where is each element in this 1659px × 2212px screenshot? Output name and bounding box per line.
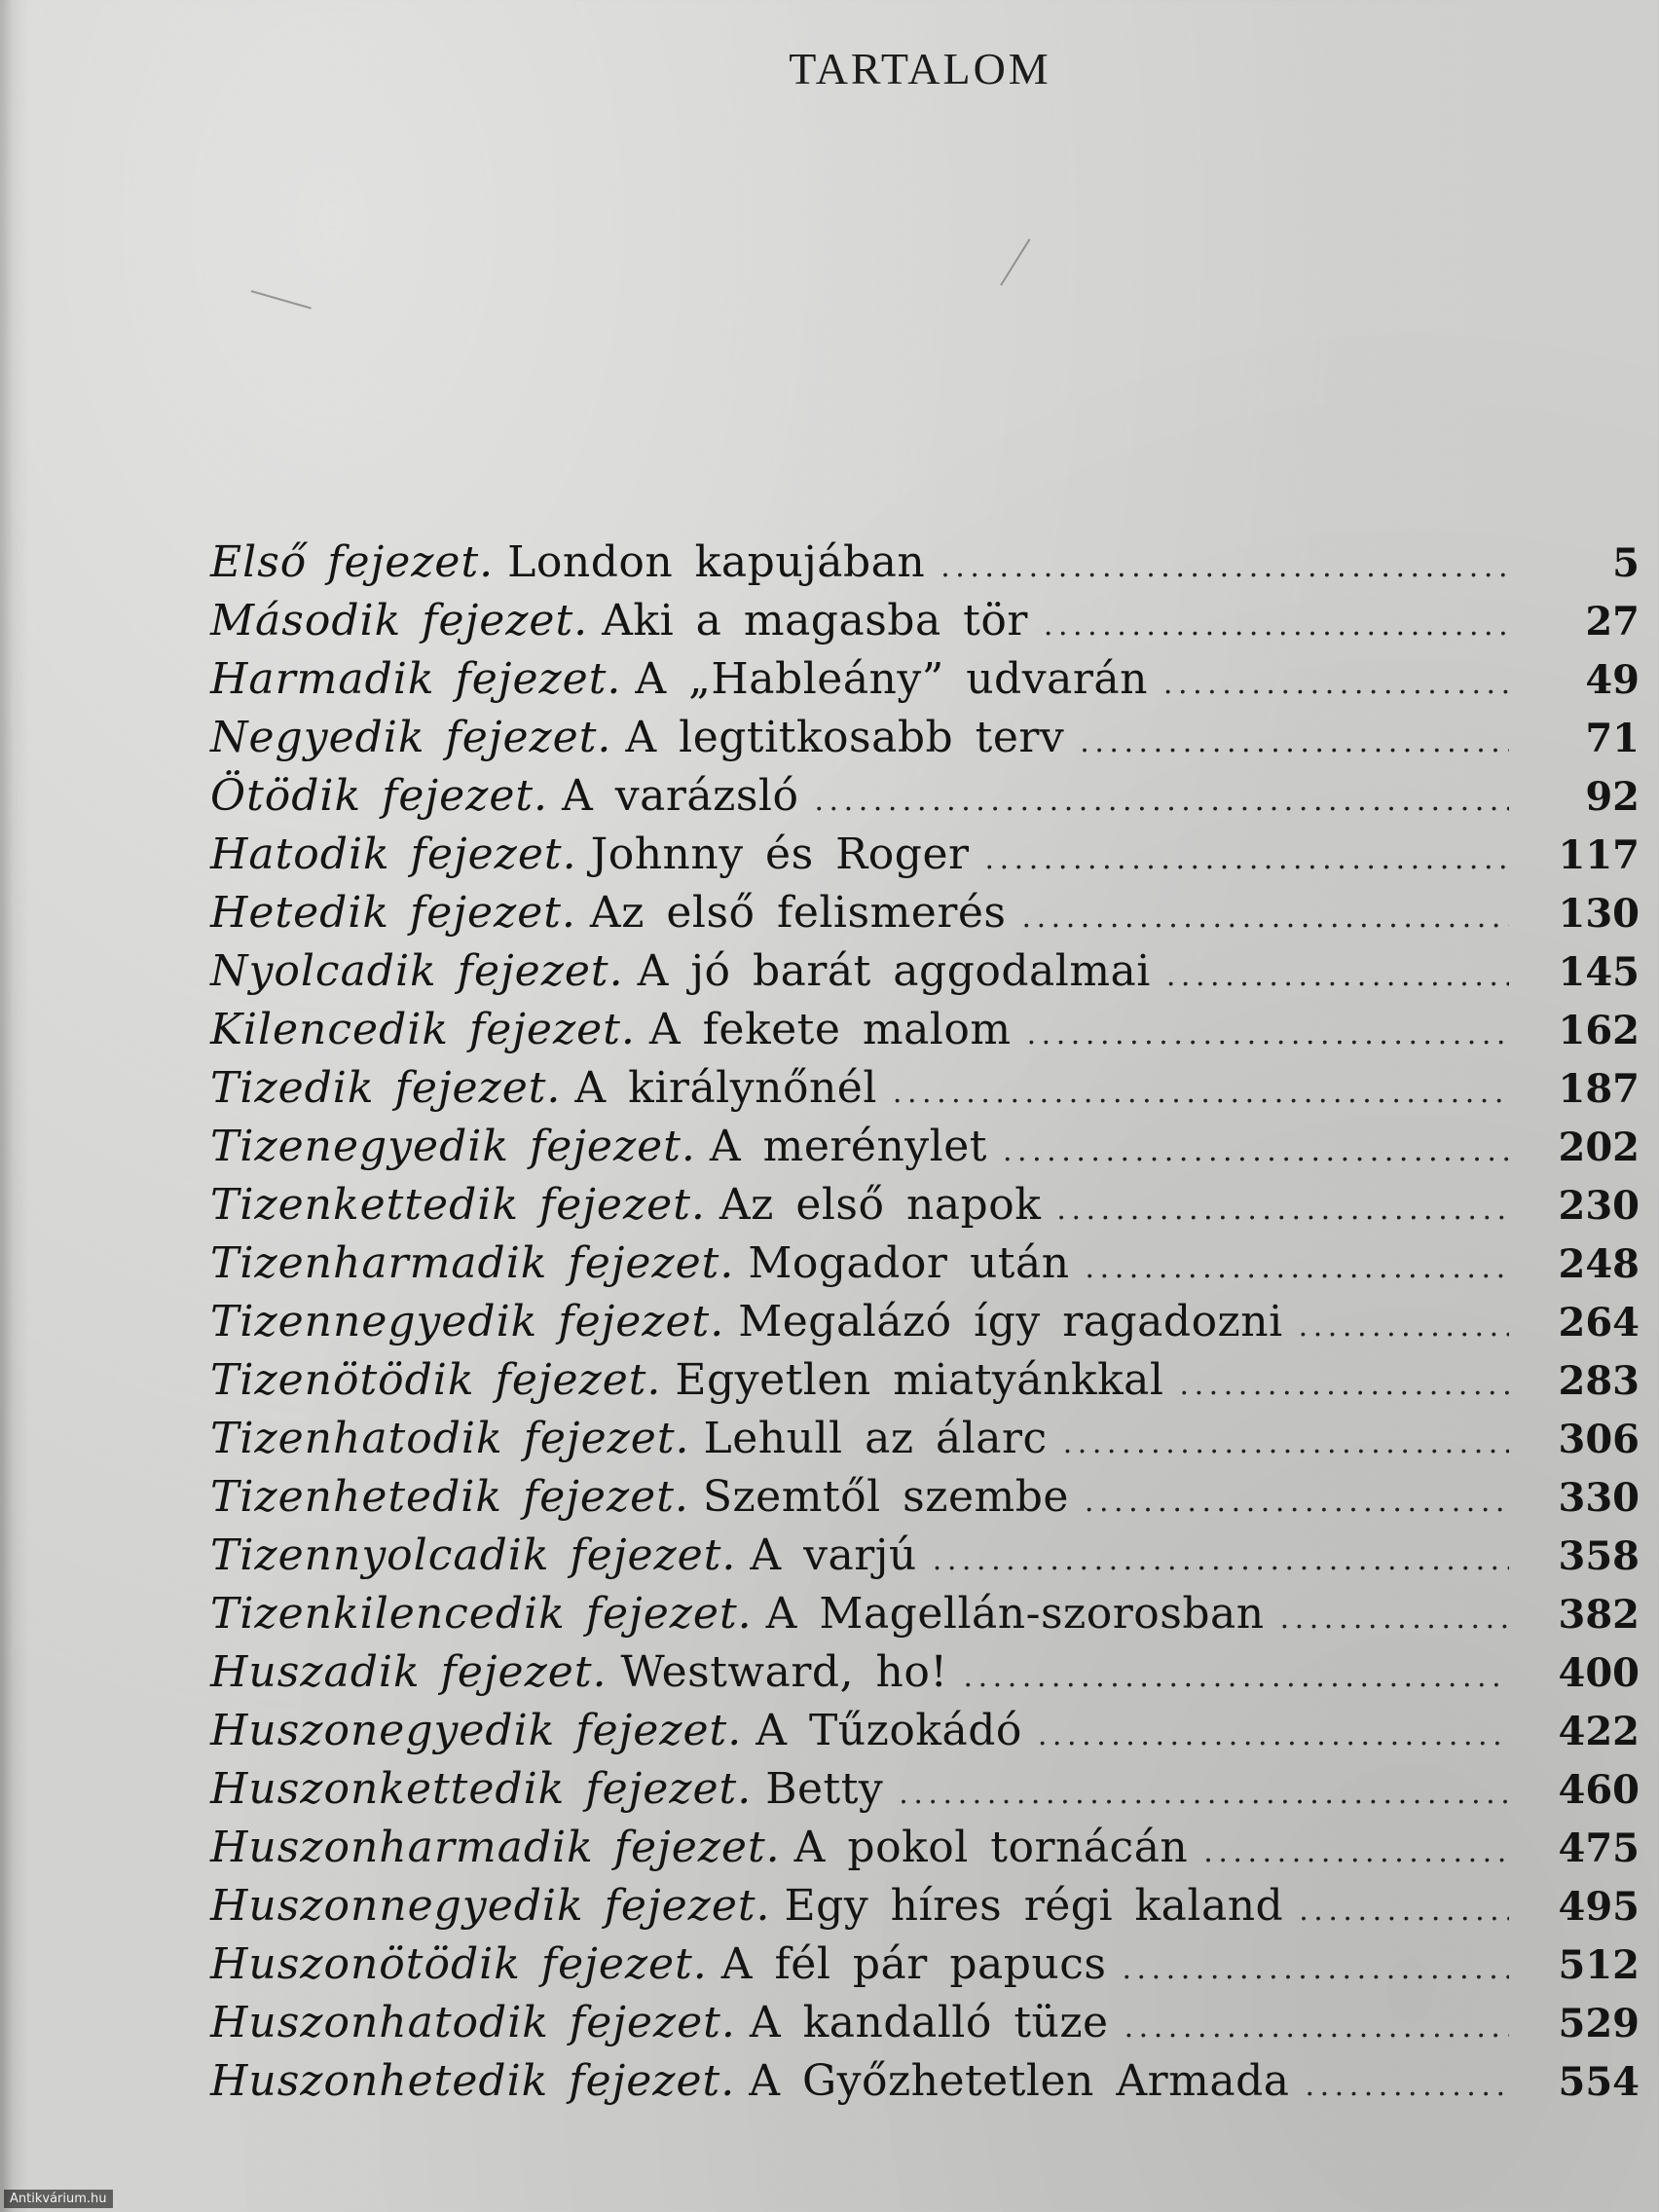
chapter-title: A „Hableány” udvarán [635,654,1148,704]
dot-leader [1180,1356,1510,1415]
toc-entry [210,884,1640,942]
toc-entry [210,1118,1640,1176]
toc-entry [210,650,1640,709]
dot-leader [1124,1999,1509,2057]
page-number: 27 [1585,599,1640,645]
chapter-label: Huszonkettedik fejezet. [210,1764,753,1814]
dot-leader [1044,597,1509,655]
chapter-label: Tizenegyedik fejezet. [210,1122,696,1171]
dot-leader [964,1648,1510,1707]
chapter-title: Johnny és Roger [590,830,970,879]
chapter-title: Lehull az álarc [703,1414,1048,1463]
page-number: 187 [1558,1066,1640,1112]
toc-entry [210,534,1640,592]
dot-leader [814,772,1509,830]
chapter-title: A jó barát aggodalmai [637,946,1151,996]
dot-leader [1203,1824,1509,1882]
toc-entry [210,1877,1640,1936]
chapter-title: Betty [765,1764,884,1814]
chapter-label: Huszonötödik fejezet. [210,1939,708,1989]
toc-entry [210,1001,1640,1059]
page-number: 145 [1558,949,1640,995]
chapter-label: Kilencedik fejezet. [210,1005,636,1054]
dot-leader [1166,947,1509,1006]
toc-entry [210,942,1640,1001]
chapter-title: Egyetlen miatyánkkal [675,1355,1164,1405]
paper-scratch-mark [1000,239,1030,286]
toc-entry [210,709,1640,767]
chapter-title: Westward, ho! [620,1647,948,1697]
page-number: 330 [1558,1475,1640,1521]
dot-leader [1003,1123,1509,1181]
chapter-label: Második fejezet. [210,596,589,645]
page-number: 162 [1558,1008,1640,1053]
page-number: 400 [1558,1650,1640,1696]
dot-leader [1027,1006,1509,1064]
chapter-label: Első fejezet. [210,537,495,587]
chapter-label: Huszonhetedik fejezet. [210,2056,736,2106]
page-number: 529 [1558,2001,1640,2046]
chapter-title: A varjú [750,1530,917,1580]
chapter-title: A pokol tornácán [793,1823,1189,1872]
toc-entry [210,767,1640,826]
chapter-label: Huszadik fejezet. [210,1647,608,1697]
toc-entry [210,1293,1640,1351]
dot-leader [1299,1882,1509,1940]
dot-leader [1086,1239,1509,1298]
chapter-title: A kandalló tüze [749,1998,1109,2047]
chapter-title: A királynőnél [574,1063,877,1113]
chapter-label: Harmadik fejezet. [210,654,622,704]
paper-scratch-mark [251,290,312,310]
chapter-title: A merénylet [709,1122,987,1171]
chapter-label: Tizedik fejezet. [210,1063,562,1113]
chapter-title: London kapujában [507,537,926,587]
dot-leader [1080,714,1509,772]
page-number: 264 [1558,1300,1640,1346]
toc-entry [210,1585,1640,1643]
page-number: 283 [1558,1358,1640,1404]
chapter-label: Huszonnegyedik fejezet. [210,1881,771,1931]
toc-entry [210,1819,1640,1877]
chapter-label: Huszonharmadik fejezet. [210,1823,781,1872]
chapter-title: Egy híres régi kaland [784,1881,1284,1931]
chapter-title: A legtitkosabb terv [625,713,1065,762]
toc-entry [210,826,1640,884]
chapter-label: Tizenhetedik fejezet. [210,1472,689,1522]
toc-entry [210,592,1640,650]
chapter-title: A Magellán-szorosban [765,1589,1265,1639]
dot-leader [1022,889,1510,947]
dot-leader [899,1765,1509,1824]
watermark-stamp: Antikvárium.hu [4,2190,113,2208]
toc-entry [210,1468,1640,1527]
toc-entry [210,1643,1640,1702]
chapter-title: Megalázó így ragadozni [738,1297,1283,1346]
dot-leader [985,830,1509,889]
chapter-label: Negyedik fejezet. [210,713,612,762]
chapter-title: Az első felismerés [589,888,1007,938]
toc-entry [210,1527,1640,1585]
dot-leader [1085,1473,1509,1531]
toc-entry [210,1410,1640,1468]
chapter-title: A Tűzokádó [756,1706,1022,1755]
dot-leader [1038,1707,1509,1765]
chapter-label: Tizenhatodik fejezet. [210,1414,690,1463]
chapter-title: Mogador után [748,1238,1070,1288]
dot-leader [1122,1940,1509,1999]
page-number: 230 [1558,1183,1640,1229]
chapter-label: Huszonegyedik fejezet. [210,1706,743,1755]
page-number: 130 [1558,891,1640,937]
page-number: 306 [1558,1417,1640,1462]
chapter-label: Ötödik fejezet. [210,771,549,821]
page-number: 202 [1558,1124,1640,1170]
chapter-label: Tizennyolcadik fejezet. [210,1530,737,1580]
chapter-label: Nyolcadik fejezet. [210,946,624,996]
chapter-title: Az első napok [719,1180,1042,1230]
table-of-contents [210,534,1640,2111]
toc-entry [210,1351,1640,1410]
toc-entry [210,1994,1640,2052]
dot-leader [1280,1590,1509,1648]
toc-entry [210,1176,1640,1235]
dot-leader [1163,655,1509,714]
dot-leader [933,1531,1509,1590]
toc-entry [210,1936,1640,1994]
dot-leader [893,1064,1509,1123]
chapter-label: Tizenharmadik fejezet. [210,1238,735,1288]
page-number: 422 [1558,1709,1640,1754]
toc-entry [210,1235,1640,1293]
chapter-title: Szemtől szembe [702,1472,1069,1522]
page-number: 117 [1558,832,1640,878]
dot-leader [1306,2057,1509,2116]
page-number: 248 [1558,1241,1640,1287]
chapter-label: Tizenötödik fejezet. [210,1355,662,1405]
chapter-title: A fél pár papucs [720,1939,1107,1989]
page-number: 512 [1558,1942,1640,1988]
toc-entry [210,1059,1640,1118]
page-number: 382 [1558,1592,1640,1638]
chapter-label: Hetedik fejezet. [210,888,576,938]
page-number: 475 [1558,1825,1640,1871]
page-number: 92 [1585,774,1640,820]
page-number: 71 [1585,716,1640,761]
toc-entry [210,1702,1640,1760]
chapter-title: A Győzhetetlen Armada [749,2056,1290,2106]
page-number: 49 [1585,657,1640,703]
page-number: 358 [1558,1533,1640,1579]
chapter-title: A fekete malom [648,1005,1012,1054]
toc-entry [210,1760,1640,1819]
chapter-title: A varázsló [562,771,799,821]
chapter-title: Aki a magasba tör [602,596,1028,645]
page-number: 5 [1612,540,1640,586]
toc-entry [210,2052,1640,2111]
chapter-label: Tizenkettedik fejezet. [210,1180,706,1230]
chapter-label: Tizenkilencedik fejezet. [210,1589,753,1639]
page-number: 495 [1558,1884,1640,1930]
page-number: 554 [1558,2059,1640,2105]
chapter-label: Hatodik fejezet. [210,830,577,879]
page-title: TARTALOM [789,44,1051,93]
chapter-label: Huszonhatodik fejezet. [210,1998,736,2047]
page-number: 460 [1558,1767,1640,1813]
dot-leader [940,538,1509,597]
chapter-label: Tizennegyedik fejezet. [210,1297,725,1346]
dot-leader [1299,1298,1509,1356]
dot-leader [1056,1181,1509,1239]
dot-leader [1063,1415,1509,1473]
